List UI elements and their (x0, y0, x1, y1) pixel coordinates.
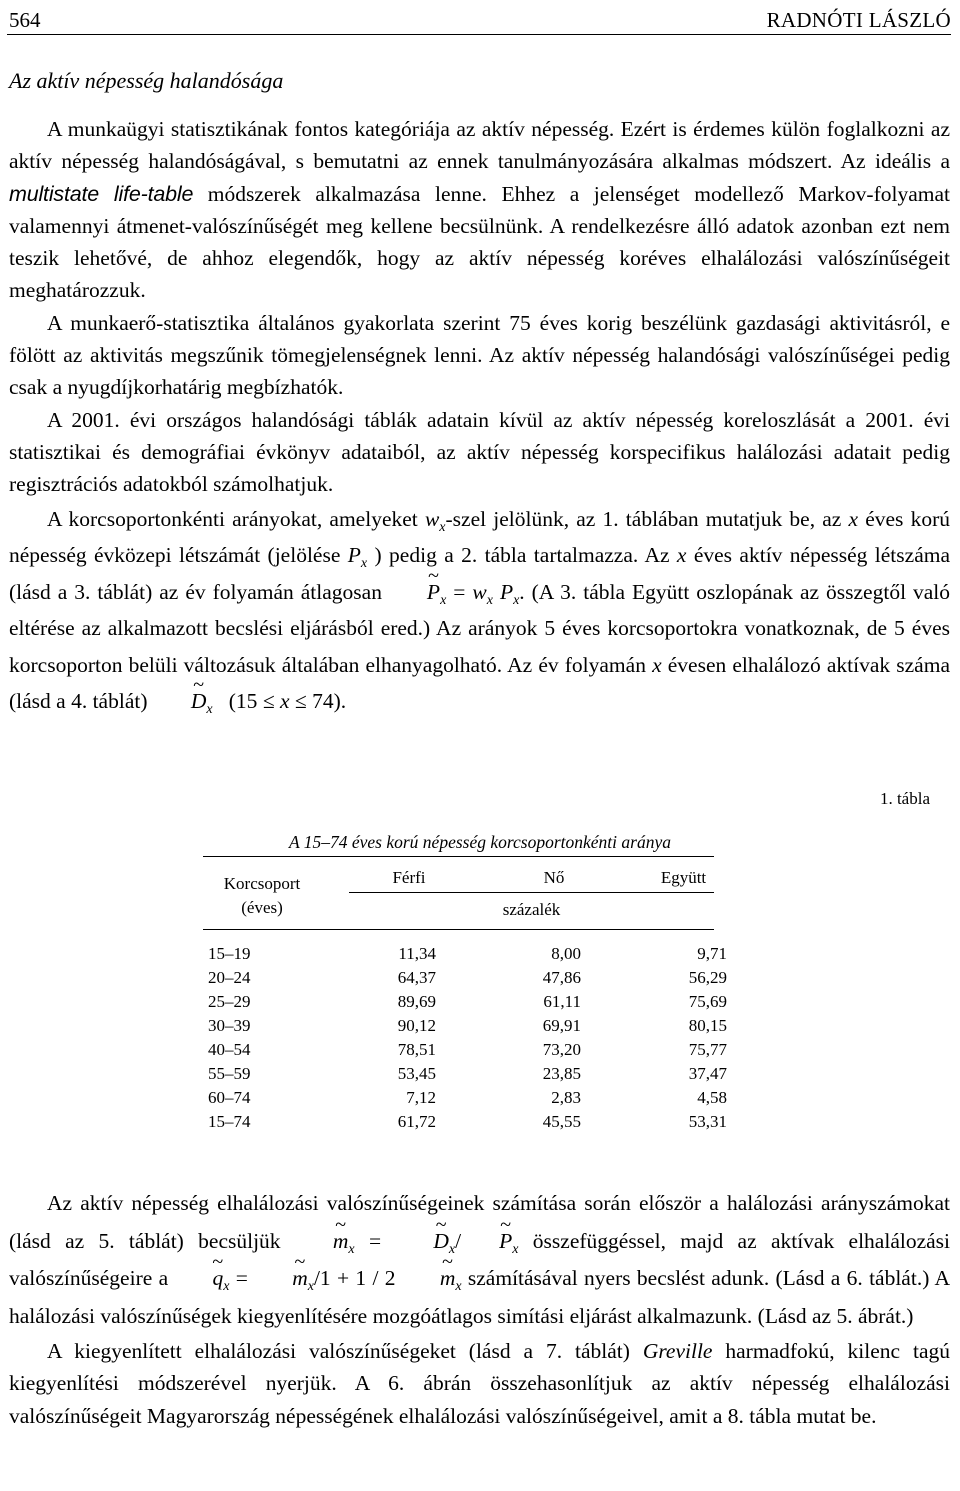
paragraph-3: A 2001. évi országos halandósági táblák adatain kívül az aktív népesség koreloszlását a 2001. évi statisztikai és demográfiai évkönyv adataiból, az aktív népesség korspecifikus halálozási adatait pedig regisztrációs adatokból számolhatjuk. (9, 407, 950, 497)
cell-total: 56,29 (688, 968, 727, 987)
cell-total: 75,69 (688, 992, 727, 1011)
table-number: 1. tábla (879, 789, 930, 808)
page-header (7, 4, 951, 35)
paragraph-2: A munkaerő-statisztika általános gyakorlata szerint 75 éves korig beszélünk gazdasági aktivitásról, e fölött az aktivitás megszűnik tömegjelenségnek lenni. Az aktív népesség halandósági valószínűségei pedig csak a nyugdíjkorhatárig megbízhatók. (9, 310, 950, 400)
table-header-rule (203, 929, 714, 930)
cell-age-group: 60–74 (208, 1088, 251, 1107)
cell-male: 11,34 (398, 944, 436, 963)
cell-age-group: 20–24 (208, 968, 251, 987)
cell-male: 7,12 (406, 1088, 436, 1107)
cell-female: 69,91 (542, 1016, 581, 1035)
table-subheader-rule (349, 892, 714, 893)
cell-total: 37,47 (688, 1064, 727, 1083)
table-row (203, 1040, 727, 1063)
formula-deaths-range: ~ $D_x$ (15 ≤ x ≤ 74) (153, 689, 341, 713)
cell-age-group: 25–29 (208, 992, 251, 1011)
running-head: RADNÓTI LÁSZLÓ (766, 8, 951, 32)
cell-male: 64,37 (397, 968, 436, 987)
table-row (203, 992, 727, 1015)
cell-total: 80,15 (688, 1016, 727, 1035)
cell-total: 4,58 (697, 1088, 727, 1107)
emphasis-multistate: multistate life-table (9, 181, 194, 206)
cell-age-group: 55–59 (208, 1064, 251, 1083)
cell-male: 89,69 (397, 992, 436, 1011)
cell-total: 53,31 (688, 1112, 727, 1131)
cell-male: 53,45 (397, 1064, 436, 1083)
table-row (203, 944, 727, 967)
header-male: Férfi (392, 868, 426, 887)
emphasis-greville: Greville (642, 1339, 713, 1363)
cell-female: 45,55 (542, 1112, 581, 1131)
body-text-lower (9, 1185, 950, 1432)
formula-active-population: ~ $P_x = w_x$ $P_x$ (389, 580, 519, 604)
cell-male: 61,72 (397, 1112, 436, 1131)
table-top-rule (203, 856, 714, 857)
header-age-group: Korcsoport (éves) (223, 874, 301, 917)
cell-age-group: 30–39 (208, 1016, 251, 1035)
header-female: Nő (543, 868, 565, 887)
formula-p-x: $P_x$ (347, 543, 368, 572)
cell-age-group: 15–19 (208, 944, 251, 963)
cell-female: 73,20 (542, 1040, 581, 1059)
page-number: 564 (9, 8, 41, 32)
cell-total: 75,77 (688, 1040, 727, 1059)
cell-total: 9,71 (697, 944, 727, 963)
table-title: A 15–74 éves korú népesség korcsoportonkénti aránya (288, 832, 671, 852)
formula-w-x: $w_x$ (424, 506, 446, 535)
cell-female: 2,83 (551, 1088, 581, 1107)
cell-male: 78,51 (397, 1040, 436, 1059)
paragraph-1: A munkaügyi statisztikának fontos kategóriája az aktív népesség. Ezért is érdemes külön foglalkozni az aktív népesség halandóságával, s bemutatni az ennek tanulmányozására alkalmas módszert. Az ideális a multistate life-table módszerek alkalmazása lenne. Ehhez a jelenséget modellező Markov-folyamat valamennyi átmenet-valószínűségét meg kellene becsülnünk. A rendelkezésre álló adatok azonban ezt nem teszik lehetővé, de ahhoz elegendők, hogy az aktív népesség koréves elhalálozási valószínűségeit meghatározzuk. (9, 117, 950, 303)
cell-female: 23,85 (542, 1064, 581, 1083)
table-row (203, 1112, 727, 1135)
cell-male: 90,12 (397, 1016, 436, 1035)
table-row (203, 968, 727, 991)
paragraph-5: Az aktív népesség elhalálozási valószínűségeinek számítása során először a halálozási arányszámokat (lásd az 5. táblát) becsüljük ~ $m_x$ = ~ $D_x/\sim$ $P_x$ összefüggéssel, majd az aktívak elhalálozási valószínűségeire a ~ $q_x$ = ~ $m_x/1 + 1 / 2$ ~ $m_x$ számításával nyers becslést adunk. (Lásd a 6. táblát.) A halálozási valószínűségek kiegyenlítésére mozgóátlagos simítási eljárást alkalmazunk. (Lásd az 5. ábrát.) (9, 1185, 950, 1335)
paragraph-6: A kiegyenlített elhalálozási valószínűségeket (lásd a 7. táblát) Greville harmadfokú, kilenc tagú kiegyenlítési módszerével nyerjük. A 6. ábrán összehasonlítjuk az aktív népesség elhalálozási valószínűségeit Magyarország népességének elhalálozási valószínűségeivel, amit a 8. tábla mutat be. (9, 1339, 950, 1428)
cell-female: 61,11 (543, 992, 581, 1011)
header-total: Együtt (660, 868, 707, 887)
header-unit: százalék (502, 900, 561, 919)
table-row (203, 1064, 727, 1087)
body-text-upper (9, 113, 950, 720)
cell-age-group: 15–74 (208, 1112, 251, 1131)
cell-age-group: 40–54 (208, 1040, 251, 1059)
paragraph-4: A korcsoportonkénti arányokat, amelyeket $w_x$-szel jelölünk, az 1. táblában mutatjuk be, az x éves korú népesség évközepi létszámát (jelölése $P_x$ ) pedig a 2. tábla tartalmazza. Az x éves aktív népesség létszáma (lásd a 3. táblát) az év folyamán átlagosan ~ $P_x = w_x$ $P_x$. (A 3. tábla Együtt oszlopának az összegtől való eltérése az alkalmazott becslési eljárásból ered.) Az arányok 5 éves korcsoportokra vonatkoznak, de 5 éves korcsoporton belüli változásuk általában elhanyagolható. Az év folyamán x évesen elhalálozó aktívak száma (lásd a 4. táblát) ~ $D_x$ (15 ≤ x ≤ 74). (9, 501, 950, 720)
table-row (203, 1016, 727, 1039)
section-title: Az aktív népesség halandósága (9, 68, 284, 93)
table-row (203, 1088, 727, 1111)
cell-female: 8,00 (551, 944, 581, 963)
formula-mortality-rate: ~ $m_x$ = ~ $D_x/\sim$ $P_x$ (295, 1229, 519, 1253)
formula-death-probability: ~ $q_x$ = ~ $m_x/1 + 1 / 2$ ~ $m_x$ (174, 1266, 461, 1290)
cell-female: 47,86 (542, 968, 581, 987)
